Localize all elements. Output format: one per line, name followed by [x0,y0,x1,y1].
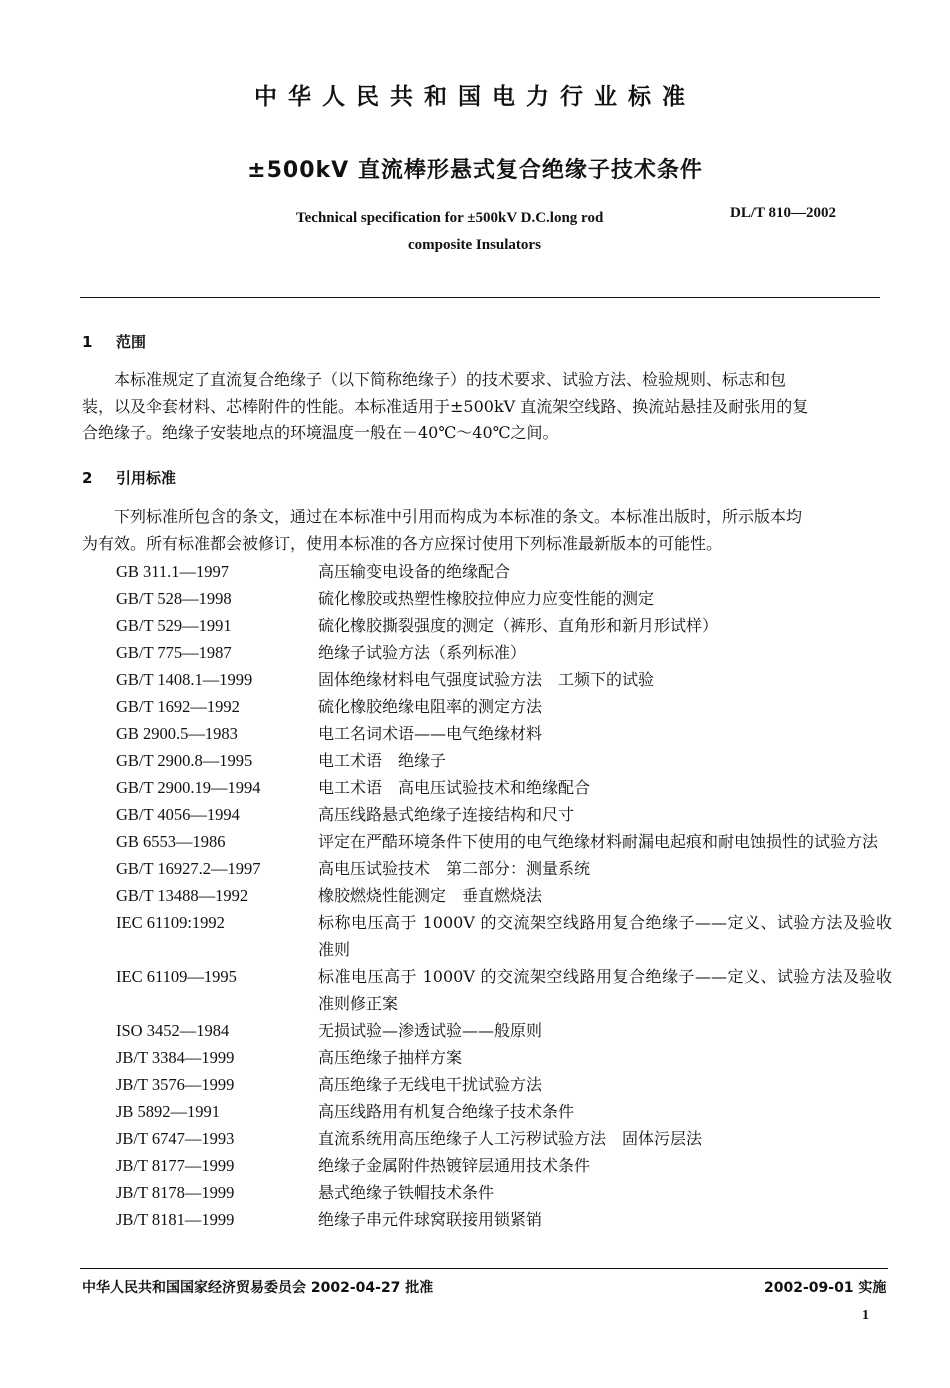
english-title-line-2: composite Insulators [408,237,541,253]
header-divider [80,297,880,298]
reference-title: 电工术语 绝缘子 [318,751,447,770]
reference-item [0,612,950,639]
reference-item [0,558,950,585]
reference-title: 硫化橡胶撕裂强度的测定（裤形、直角形和新月形试样） [318,616,719,635]
reference-item [0,963,950,1017]
reference-code: IEC 61109:1992 [116,913,225,932]
reference-code: GB/T 16927.2—1997 [116,859,261,878]
section-1-line: 本标准规定了直流复合绝缘子（以下简称绝缘子）的技术要求、试验方法、检验规则、标志和包 [114,370,787,389]
reference-title: 电工术语 高电压试验技术和绝缘配合 [318,778,591,797]
reference-code: GB/T 775—1987 [116,643,232,662]
normative-references-list [0,558,950,1233]
reference-code: GB/T 13488—1992 [116,886,249,905]
reference-code: JB/T 3384—1999 [116,1048,235,1067]
reference-code: GB 311.1—1997 [116,562,230,581]
section-2-line: 为有效。所有标准都会被修订，使用本标准的各方应探讨使用下列标准最新版本的可能性。 [82,533,723,553]
reference-title: 评定在严酷环境条件下使用的电气绝缘材料耐漏电起痕和耐电蚀损性的试验方法 [318,832,879,851]
reference-item [0,882,950,909]
reference-title: 绝缘子试验方法（系列标准） [318,643,527,662]
reference-item [0,909,950,963]
reference-item [0,855,950,882]
section-1-body [82,367,890,447]
reference-code: JB/T 6747—1993 [116,1129,235,1148]
english-title [296,205,686,259]
reference-title: 悬式绝缘子铁帽技术条件 [318,1183,495,1202]
section-1-number: 1 [82,333,93,351]
reference-title: 高压输变电设备的绝缘配合 [318,562,511,581]
reference-title: 高压线路悬式绝缘子连接结构和尺寸 [318,805,575,824]
section-1-line: 装，以及伞套材料、芯棒附件的性能。本标准适用于±500kV 直流架空线路、换流站悬挂及耐张用的复 [82,396,809,416]
doc-title: ±500kV 直流棒形悬式复合绝缘子技术条件 [247,158,703,183]
reference-code: GB/T 1692—1992 [116,697,240,716]
reference-title: 高压绝缘子抽样方案 [318,1048,463,1067]
reference-title: 绝缘子串元件球窝联接用锁紧销 [318,1210,543,1229]
reference-item [0,1044,950,1071]
reference-title: 电工名词术语——电气绝缘材料 [318,724,543,743]
reference-item [0,1071,950,1098]
reference-code: GB/T 4056—1994 [116,805,240,824]
document-number: DL/T 810—2002 [730,205,836,221]
english-title-line-1: Technical specification for ±500kV D.C.long rod [296,210,604,226]
reference-title: 直流系统用高压绝缘子人工污秽试验方法 固体污层法 [318,1129,703,1148]
implementation-date: 2002-09-01 实施 [764,1280,887,1296]
section-2-body [82,504,890,557]
section-2-heading [82,467,176,488]
reference-title: 标准电压高于 1000V 的交流架空线路用复合绝缘子——定义、试验方法及验收准则修正案 [318,967,892,1013]
reference-title: 固体绝缘材料电气强度试验方法 工频下的试验 [318,670,655,689]
section-1-line: 合绝缘子。绝缘子安装地点的环境温度一般在－40℃～40℃之间。 [82,423,559,442]
reference-item [0,1098,950,1125]
reference-item [0,801,950,828]
section-2-number: 2 [82,469,93,487]
reference-code: GB/T 529—1991 [116,616,232,635]
reference-code: JB 5892—1991 [116,1102,221,1121]
reference-item [0,693,950,720]
section-2-title: 引用标准 [116,469,177,487]
reference-code: ISO 3452—1984 [116,1021,230,1040]
reference-item [0,1125,950,1152]
reference-title: 高压线路用有机复合绝缘子技术条件 [318,1102,575,1121]
reference-item [0,1152,950,1179]
reference-item [0,1179,950,1206]
reference-code: GB/T 2900.19—1994 [116,778,261,797]
page-number: 1 [862,1308,869,1323]
reference-code: JB/T 8178—1999 [116,1183,235,1202]
org-title: 中华人民共和国电力行业标准 [254,84,696,110]
footer-divider [80,1268,888,1269]
reference-code: JB/T 3576—1999 [116,1075,235,1094]
section-1-title: 范围 [116,333,147,351]
reference-item [0,774,950,801]
approval-statement: 中华人民共和国国家经济贸易委员会 2002-04-27 批准 [82,1280,434,1296]
reference-item [0,585,950,612]
reference-title: 橡胶燃烧性能测定 垂直燃烧法 [318,886,543,905]
reference-code: GB/T 2900.8—1995 [116,751,253,770]
section-1-heading [82,331,146,352]
reference-code: GB 2900.5—1983 [116,724,238,743]
reference-title: 硫化橡胶或热塑性橡胶拉伸应力应变性能的测定 [318,589,655,608]
reference-item [0,1206,950,1233]
reference-code: IEC 61109—1995 [116,967,237,986]
reference-title: 无损试验—渗透试验——般原则 [318,1021,543,1040]
section-2-line: 下列标准所包含的条文，通过在本标准中引用而构成为本标准的条文。本标准出版时，所示版本均 [114,507,803,526]
reference-item [0,828,950,855]
reference-title: 高压绝缘子无线电干扰试验方法 [318,1075,543,1094]
reference-code: GB 6553—1986 [116,832,226,851]
reference-title: 绝缘子金属附件热镀锌层通用技术条件 [318,1156,591,1175]
reference-item [0,1017,950,1044]
reference-title: 高电压试验技术 第二部分：测量系统 [318,859,591,878]
reference-item [0,639,950,666]
reference-item [0,666,950,693]
reference-code: GB/T 1408.1—1999 [116,670,253,689]
reference-code: GB/T 528—1998 [116,589,232,608]
reference-title: 标称电压高于 1000V 的交流架空线路用复合绝缘子——定义、试验方法及验收准则 [318,913,892,959]
reference-code: JB/T 8177—1999 [116,1156,235,1175]
reference-item [0,747,950,774]
reference-title: 硫化橡胶绝缘电阻率的测定方法 [318,697,543,716]
reference-item [0,720,950,747]
reference-code: JB/T 8181—1999 [116,1210,235,1229]
